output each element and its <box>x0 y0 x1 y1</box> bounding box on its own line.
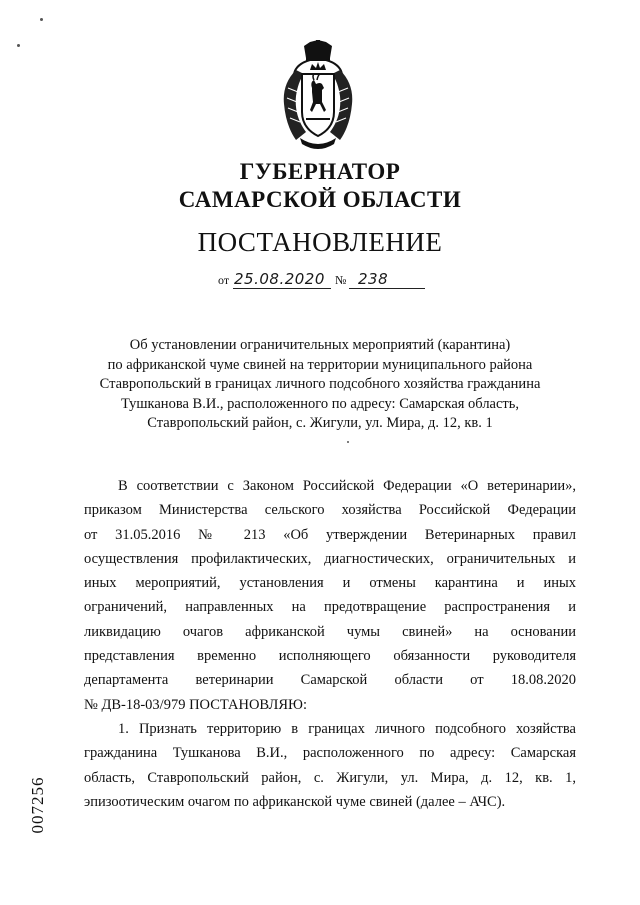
document-type: ПОСТАНОВЛЕНИЕ <box>197 227 443 257</box>
document-body <box>84 474 576 814</box>
subject-line: по африканской чуме свиней на территории муниципального района <box>107 356 533 373</box>
body-line: 1. Признать территорию в границах личного подсобного хозяйства <box>118 720 576 737</box>
date-prefix: от <box>218 273 230 287</box>
number-underline <box>349 288 425 289</box>
body-line: эпизоотическим очагом по африканской чуме свиней (далее – АЧС). <box>84 793 506 810</box>
subject-line: Ставропольский в границах личного подсобного хозяйства гражданина <box>99 376 541 392</box>
side-registration-number <box>18 760 58 850</box>
body-line: департамента ветеринарии Самарской области от 18.08.2020 <box>84 672 576 689</box>
body-line: ликвидацию очагов африканской чумы свиней» на основании <box>84 623 576 640</box>
date-number-line <box>218 266 428 292</box>
issuer-title-line2: САМАРСКОЙ ОБЛАСТИ <box>178 187 462 212</box>
date-underline <box>233 288 331 289</box>
subject-line: Об установлении ограничительных мероприятий (карантина) <box>129 337 511 353</box>
scan-speck <box>347 441 349 443</box>
coat-of-arms-icon <box>276 40 360 152</box>
scan-speck <box>17 44 20 47</box>
body-line: осуществления профилактических, диагностических, ограничительных и <box>84 550 576 567</box>
body-line: приказом Министерства сельского хозяйства Российской Федерации <box>84 502 576 519</box>
subject-line: Ставропольский район, с. Жигули, ул. Мира, д. 12, кв. 1 <box>147 415 493 431</box>
body-line: представления временно исполняющего обязанности руководителя <box>84 648 576 665</box>
number-prefix: № <box>335 273 347 287</box>
body-line: № ДВ-18-03/979 ПОСТАНОВЛЯЮ: <box>84 696 307 713</box>
side-number-text: 007256 <box>28 776 47 834</box>
body-line: иных мероприятий, установления и отмены карантина и иных <box>84 575 576 592</box>
subject-line: Тушканова В.И., расположенного по адресу: Самарская область, <box>121 395 519 412</box>
body-line: область, Ставропольский район, с. Жигули, ул. Мира, д. 12, кв. 1, <box>84 769 576 786</box>
scan-speck <box>40 18 43 21</box>
body-line: В соответствии с Законом Российской Федерации «О ветеринарии», <box>118 478 576 494</box>
body-line: ограничений, направленных на предотвращение распространения и <box>84 599 576 616</box>
issuer-title-line1: ГУБЕРНАТОР <box>239 159 401 184</box>
date-value: 25.08.2020 <box>234 270 325 288</box>
number-value: 238 <box>358 270 389 288</box>
body-line: гражданина Тушканова В.И., расположенного по адресу: Самарская <box>84 745 576 762</box>
body-line: от 31.05.2016 № 213 «Об утверждении Ветеринарных правил <box>84 526 576 543</box>
document-subject <box>60 336 580 434</box>
